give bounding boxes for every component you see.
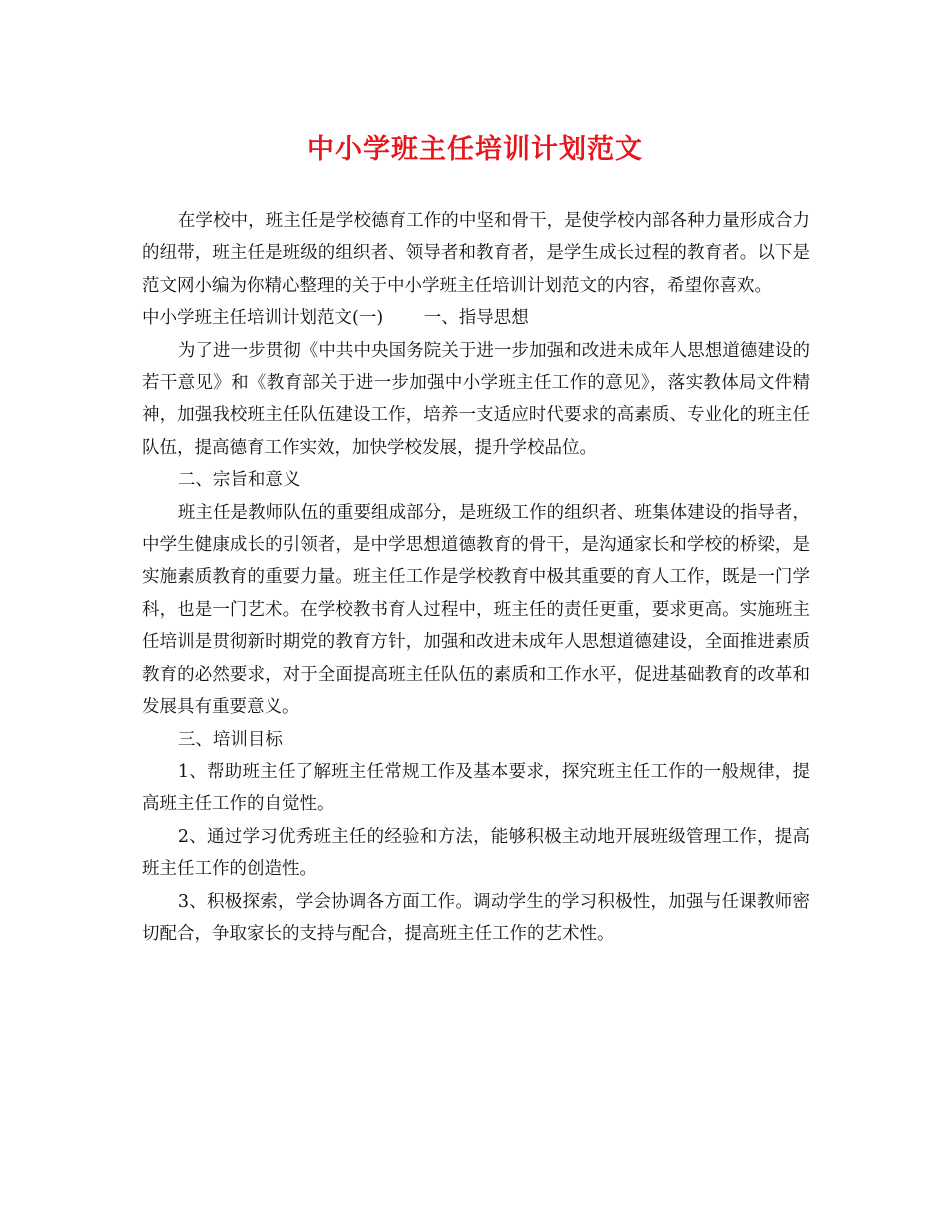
guiding-ideology-paragraph: 为了进一步贯彻《中共中央国务院关于进一步加强和改进未成年人思想道德建设的若干意见》和《教育部关于进一步加强中小学班主任工作的意见》，落实教体局文件精神，加强我校班主任队伍建设工作，培养一支适应时代要求的高素质、专业化的班主任队伍，提高德育工作实效，加快学校发展，提升学校品位。	[142, 340, 810, 458]
document-title: 中小学班主任培训计划范文	[307, 134, 643, 165]
section-heading-guiding-ideology: 中小学班主任培训计划范文(一) 一、指导思想	[142, 308, 529, 329]
goal-item-2: 2、通过学习优秀班主任的经验和方法，能够积极主动地开展班级管理工作，提高班主任工作的创造性。	[142, 826, 810, 880]
goal-item-1: 1、帮助班主任了解班主任常规工作及基本要求，探究班主任工作的一般规律，提高班主任工作的自觉性。	[142, 761, 810, 815]
document-body	[142, 205, 810, 950]
goal-item-3: 3、积极探索，学会协调各方面工作。调动学生的学习积极性，加强与任课教师密切配合，争取家长的支持与配合，提高班主任工作的艺术性。	[142, 891, 810, 944]
intro-paragraph: 在学校中，班主任是学校德育工作的中坚和骨干，是使学校内部各种力量形成合力的纽带，班主任是班级的组织者、领导者和教育者，是学生成长过程的教育者。以下是范文网小编为你精心整理的关于中小学班主任培训计划范文的内容，希望你喜欢。	[142, 211, 810, 296]
section-heading-goals: 三、培训目标	[177, 729, 283, 750]
purpose-paragraph: 班主任是教师队伍的重要组成部分，是班级工作的组织者、班集体建设的指导者，中学生健康成长的引领者，是中学思想道德教育的骨干，是沟通家长和学校的桥梁，是实施素质教育的重要力量。班主任工作是学校教育中极其重要的育人工作，既是一门学科，也是一门艺术。在学校教书育人过程中，班主任的责任更重，要求更高。实施班主任培训是贯彻新时期党的教育方针，加强和改进未成年人思想道德建设，全面推进素质教育的必然要求，对于全面提高班主任队伍的素质和工作水平，促进基础教育的改革和发展具有重要意义。	[142, 502, 810, 718]
section-heading-purpose: 二、宗旨和意义	[177, 470, 301, 491]
